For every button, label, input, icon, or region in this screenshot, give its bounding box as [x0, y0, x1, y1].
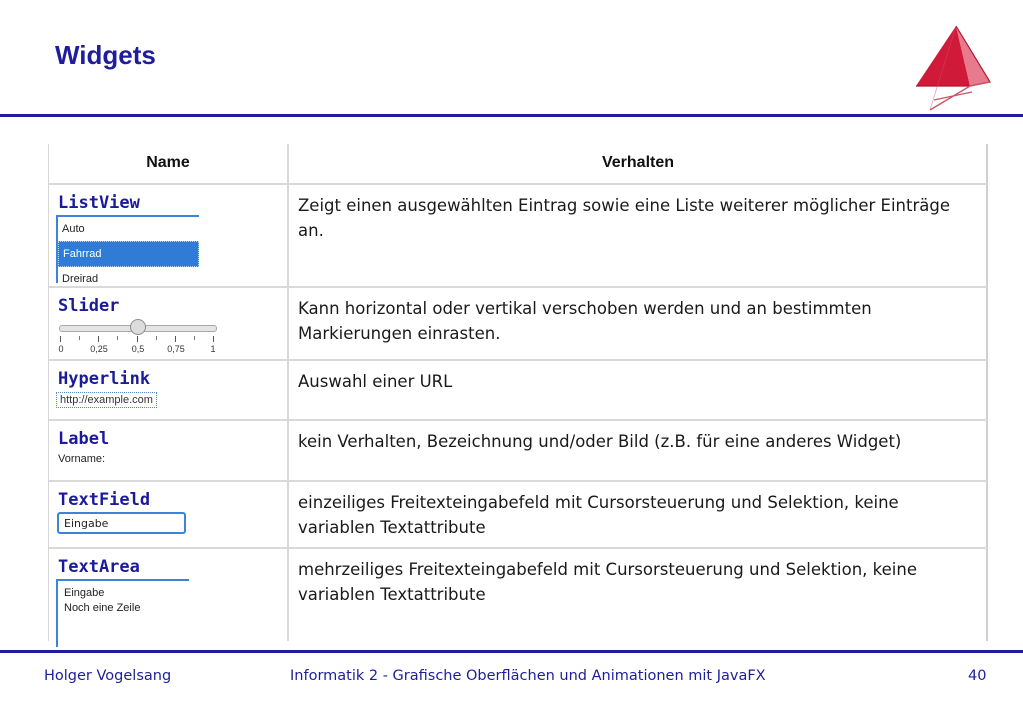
widget-description: mehrzeiliges Freitexteingabefeld mit Cursorsteuerung und Selektion, keine variablen Textattribute	[298, 560, 917, 604]
sailboat-logo-icon	[910, 22, 996, 112]
table-row-slider	[49, 288, 987, 361]
slider-tick	[175, 336, 176, 342]
widget-name: TextArea	[58, 557, 140, 577]
slider-tick	[79, 336, 80, 340]
list-item[interactable]: Dreirad	[62, 273, 99, 283]
textarea-line: Eingabe	[64, 587, 105, 599]
widget-name: TextField	[58, 490, 151, 510]
slider-tick-label: 0,75	[167, 344, 185, 354]
slider-tick	[213, 336, 214, 342]
widget-name: ListView	[58, 193, 140, 213]
widget-description: Auswahl einer URL	[298, 372, 453, 391]
slider-widget[interactable]	[59, 318, 219, 358]
label-widget: Vorname:	[58, 453, 106, 465]
hyperlink-widget[interactable]: http://example.com	[56, 392, 157, 408]
widget-name: Label	[58, 429, 110, 449]
page-number: 40	[968, 668, 987, 684]
column-header-name: Name	[146, 154, 190, 171]
slide-title: Widgets	[55, 40, 156, 70]
textarea-line: Noch eine Zeile	[64, 602, 141, 614]
footer-divider	[0, 650, 1023, 653]
widget-name: Hyperlink	[58, 369, 151, 389]
slider-tick	[156, 336, 157, 340]
widget-description: einzeiliges Freitexteingabefeld mit Cursorsteuerung und Selektion, keine variablen Textattribute	[298, 493, 899, 537]
list-item-selected[interactable]: Fahrrad	[58, 241, 199, 267]
footer-course: Informatik 2 - Grafische Oberflächen und Animationen mit JavaFX	[290, 668, 766, 684]
table-row-hyperlink	[49, 361, 987, 421]
listview-widget[interactable]	[56, 215, 199, 283]
slider-tick-label: 0,25	[90, 344, 108, 354]
header-divider	[0, 114, 1023, 117]
list-item[interactable]: Auto	[62, 223, 85, 235]
table-row-label	[49, 421, 987, 482]
footer-author: Holger Vogelsang	[44, 668, 172, 684]
slider-tick-label: 0,5	[131, 344, 145, 354]
slider-tick-label: 0	[58, 344, 64, 354]
slider-tick	[137, 336, 138, 342]
slider-tick	[194, 336, 195, 340]
column-header-behavior: Verhalten	[601, 154, 675, 171]
table-header-row	[49, 144, 987, 185]
table-row-textfield	[49, 482, 987, 549]
textarea-widget[interactable]	[56, 579, 189, 647]
table-row-textarea	[49, 549, 987, 641]
widget-description: kein Verhalten, Bezeichnung und/oder Bild (z.B. für eine anderes Widget)	[298, 432, 902, 451]
slider-tick	[117, 336, 118, 340]
table-row-listview	[49, 185, 987, 288]
textfield-widget[interactable]: Eingabe	[57, 512, 186, 534]
slider-tick-label: 1	[210, 344, 216, 354]
slider-tick	[98, 336, 99, 342]
widget-name: Slider	[58, 296, 120, 316]
widget-description: Kann horizontal oder vertikal verschoben werden und an bestimmten Markierungen einrasten.	[298, 299, 872, 343]
widgets-table	[48, 144, 988, 641]
slider-thumb[interactable]	[130, 319, 146, 335]
widget-description: Zeigt einen ausgewählten Eintrag sowie eine Liste weiterer möglicher Einträge an.	[298, 196, 951, 240]
slider-tick	[60, 336, 61, 342]
